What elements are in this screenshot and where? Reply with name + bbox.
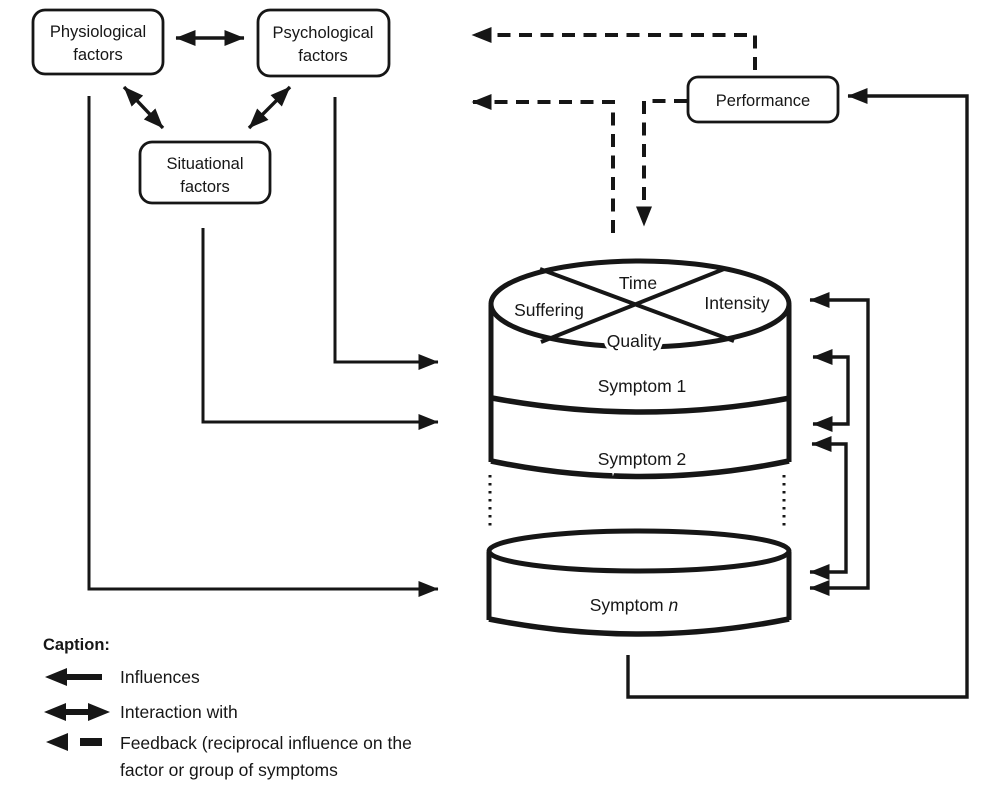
label-symptom-n-var: n [668,595,679,615]
interaction-arrow-psychological-situational [249,87,290,128]
psychological-factors-label-line2: factors [298,47,348,65]
symptom-n-top-ellipse [489,531,789,571]
situational-factors-label-line2: factors [180,178,230,196]
physiological-factors-label-line2: factors [73,46,123,64]
feedback-arrows [472,35,755,233]
label-symptom-n [590,595,679,615]
physiological-factors-label-line1: Physiological [49,23,147,41]
interaction-bracket-symptom-2-symptom-n [810,444,846,572]
legend-influences-arrow-icon [45,668,67,686]
feedback-arrow-symptoms-to-factors [472,102,613,233]
symptom-n-bottom [489,619,789,634]
label-symptom-1: Symptom 1 [597,376,687,396]
caption-title: Caption: [43,636,110,654]
situational-factors-label-line1: Situational [166,155,244,173]
feedback-arrow-performance-to-factors [472,35,755,70]
legend-feedback-label-line1: Feedback (reciprocal influence on the [120,733,412,753]
legend-interaction-arrow-shaft [62,709,92,715]
interaction-arrow-physiological-situational [124,87,163,128]
legend-interaction-label: Interaction with [120,702,238,722]
influence-arrow-situational-to-symptom-2 [203,228,438,422]
legend-feedback-arrow-icon [46,733,68,751]
label-symptom-n-prefix: Symptom [589,595,669,615]
influence-arrow-psychological-to-symptom-1 [335,97,438,362]
legend-influences-label: Influences [120,667,200,687]
interaction-bracket-symptom-1-symptom-2 [813,357,848,424]
label-intensity: Intensity [704,293,770,313]
symptom-stack [489,261,790,634]
label-suffering: Suffering [514,300,584,320]
physiological-factors-box [33,10,163,74]
label-time: Time [618,273,658,293]
performance-label: Performance [715,92,811,110]
psychological-factors-box [258,10,389,76]
label-quality: Quality [606,331,662,351]
band-divider-symptom-1-2 [492,398,790,412]
legend-influences-arrow-shaft [64,674,102,680]
influence-arrow-symptoms-to-performance [628,96,967,697]
legend-feedback-arrow-dash [80,738,102,746]
legend-feedback-label-line2: factor or group of symptoms [120,760,338,780]
psychological-factors-label-line1: Psychological [272,24,374,42]
symptom-interaction-brackets [810,300,868,588]
caption-legend [43,636,412,780]
factor-boxes [33,10,838,203]
feedback-arrow-performance-to-symptoms [644,101,687,226]
label-symptom-2: Symptom 2 [597,449,687,469]
